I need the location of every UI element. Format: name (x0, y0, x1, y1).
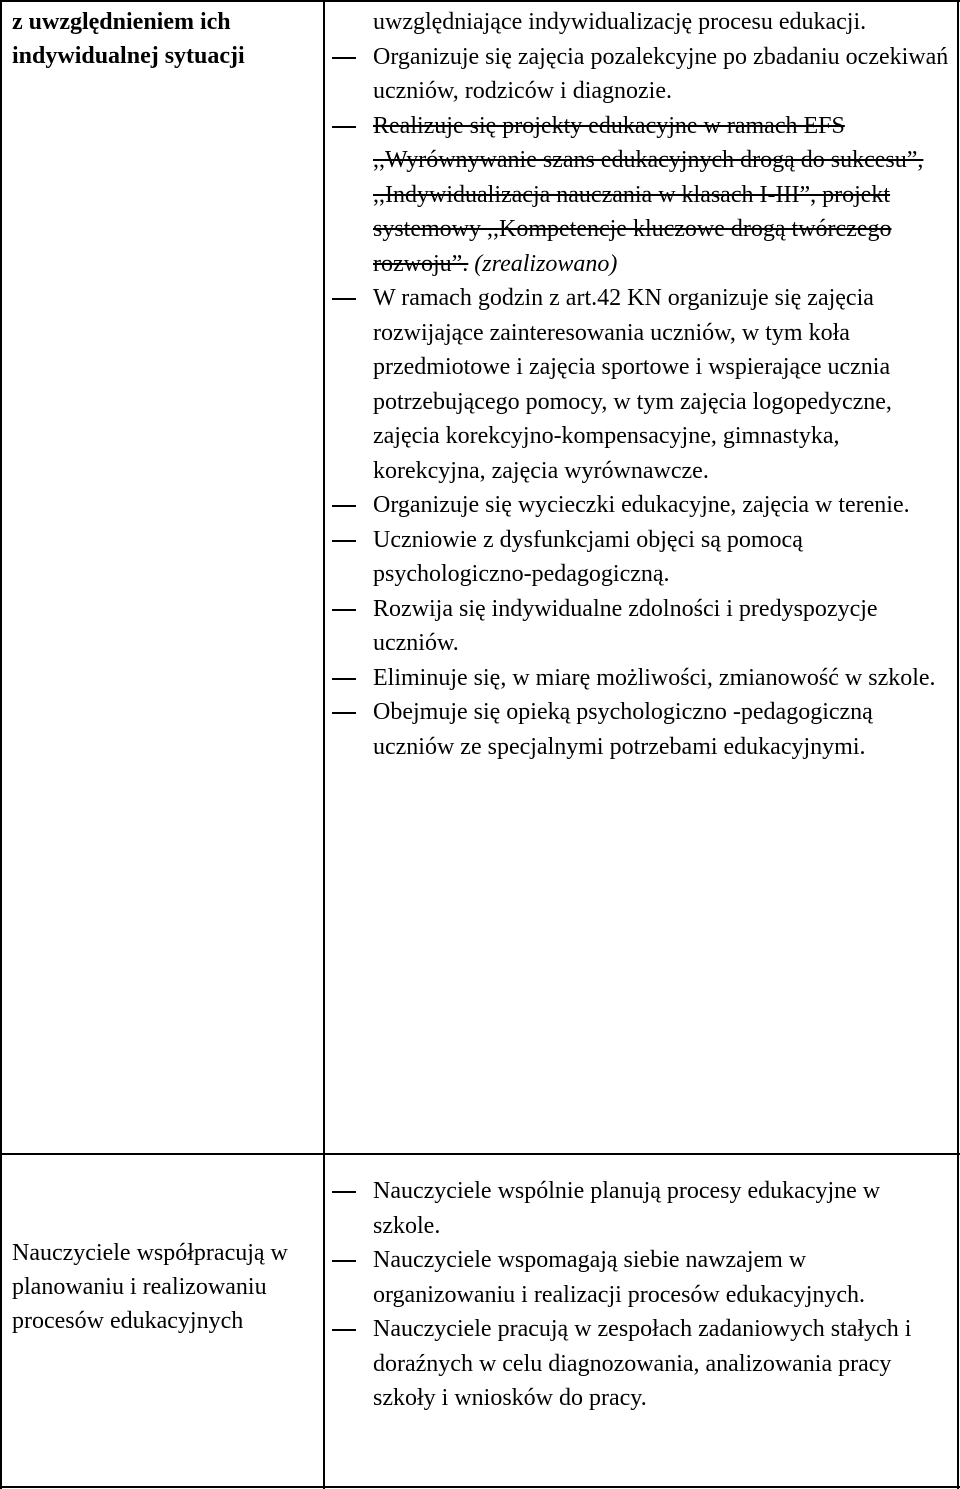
list-item (332, 661, 952, 696)
dash-bullet-icon (332, 1191, 356, 1193)
list-item-text: Eliminuje się, w miarę możliwości, zmianowość w szkole. (373, 664, 936, 691)
dash-bullet-icon (332, 126, 356, 128)
list-item-text: Nauczyciele wspomagają siebie nawzajem w organizowaniu i realizacji procesów edukacyjnych. (373, 1247, 866, 1308)
list-item-text: Rozwija się indywidualne zdolności i predyspozycje uczniów. (373, 595, 878, 656)
list-item-note: (zrealizowano) (474, 250, 618, 277)
dash-bullet-icon (332, 57, 356, 59)
row2-list (332, 1174, 952, 1416)
row2-heading: Nauczyciele współpracują w planowaniu i realizowaniu procesów edukacyjnych (12, 1240, 288, 1334)
row1-list (332, 5, 952, 764)
list-item (332, 281, 952, 488)
list-item (332, 1243, 952, 1312)
list-item (332, 40, 952, 109)
list-item-text: Organizuje się zajęcia pozalekcyjne po zbadaniu oczekiwań uczniów, rodziców i diagnozie. (373, 43, 949, 104)
table-border-bottom (0, 1486, 960, 1488)
list-item-text: Organizuje się wycieczki edukacyjne, zajęcia w terenie. (373, 492, 910, 518)
dash-bullet-icon (332, 609, 356, 611)
dash-bullet-icon (332, 1260, 356, 1262)
list-item-text: Uczniowie z dysfunkcjami objęci są pomocą psychologiczno-pedagogiczną. (373, 526, 803, 587)
list-item (332, 1174, 952, 1243)
dash-bullet-icon (332, 298, 356, 300)
dash-bullet-icon (332, 678, 356, 680)
list-item (332, 488, 952, 523)
list-item (332, 1312, 952, 1416)
list-item-text: W ramach godzin z art.42 KN organizuje się zajęcia rozwijające zainteresowania uczniów, w tym koła przedmiotowe i zajęcia sportowe i wspierające ucznia potrzebującego pomocy, w tym zajęcia logopedyczne, zajęcia korekcyjno-kompensacyjne, gimnastyka, korekcyjna, zajęcia wyrównawcze. (373, 285, 892, 484)
list-item (332, 592, 952, 661)
list-item-text-struck: Realizuje się projekty edukacyjne w ramach EFS ,,Wyrównywanie szans edukacyjnych drogą do sukcesu”, ,,Indywidualizacja nauczania w klasach I-III”, projekt systemowy ,,Kompetencje kluczowe drogą twórczego rozwoju”. (373, 112, 924, 277)
list-item-text: uwzględniające indywidualizację procesu edukacji. (373, 9, 867, 35)
table-border-right (957, 0, 959, 1489)
list-item (332, 5, 952, 40)
list-item (332, 109, 952, 282)
table-border-top (0, 0, 960, 2)
list-item-text: Obejmuje się opieką psychologiczno -pedagogiczną uczniów ze specjalnymi potrzebami edukacyjnymi. (373, 699, 873, 760)
list-item-text: Nauczyciele pracują w zespołach zadaniowych stałych i doraźnych w celu diagnozowania, analizowania pracy szkoły i wniosków do pracy. (373, 1316, 912, 1411)
list-item-text: Nauczyciele wspólnie planują procesy edukacyjne w szkole. (373, 1178, 881, 1239)
dash-bullet-icon (332, 540, 356, 542)
dash-bullet-icon (332, 712, 356, 714)
row-divider (0, 1153, 960, 1155)
row1-heading: z uwzględnieniem ich indywidualnej sytuacji (12, 9, 245, 69)
list-item (332, 523, 952, 592)
table-border-left (0, 0, 2, 1489)
dash-bullet-icon (332, 1329, 356, 1331)
dash-bullet-icon (332, 505, 356, 507)
list-item (332, 695, 952, 764)
